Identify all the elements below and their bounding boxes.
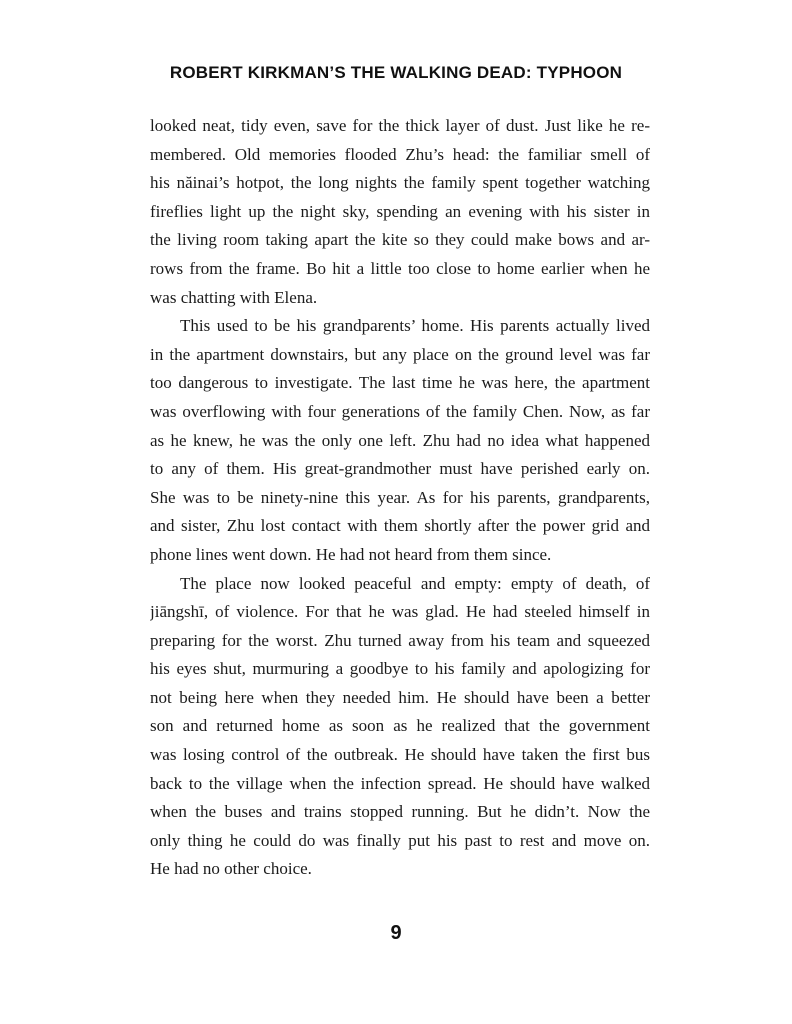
- text-line: not being here when they needed him. He should have been a better: [150, 687, 650, 707]
- text-line: his năinai’s hotpot, the long nights the family spent together watching: [150, 173, 650, 193]
- text-line: was chatting with Elena.: [150, 287, 318, 307]
- text-line: She was to be ninety-nine this year. As for his parents, grandparents,: [150, 487, 650, 507]
- text-line: This used to be his grandparents’ home. His parents actually lived: [180, 316, 650, 336]
- body-text: [150, 112, 650, 884]
- text-line: in the apartment downstairs, but any place on the ground level was far: [150, 344, 650, 364]
- text-line: He had no other choice.: [150, 859, 312, 879]
- text-line: jiāngshī, of violence. For that he was glad. He had steeled himself in: [150, 602, 650, 622]
- text-line: back to the village when the infection spread. He should have walked: [150, 773, 650, 793]
- text-line: was losing control of the outbreak. He should have taken the first bus: [150, 745, 650, 765]
- paragraph: [150, 312, 650, 569]
- text-line: as he knew, he was the only one left. Zhu had no idea what happened: [150, 430, 650, 450]
- text-line: rows from the frame. Bo hit a little too close to home earlier when he: [150, 258, 650, 278]
- text-line: his eyes shut, murmuring a goodbye to his family and apologizing for: [150, 659, 650, 679]
- text-line: preparing for the worst. Zhu turned away from his team and squeezed: [150, 630, 650, 650]
- paragraph: [150, 570, 650, 885]
- text-line: The place now looked peaceful and empty: empty of death, of: [180, 573, 650, 593]
- text-line: and sister, Zhu lost contact with them shortly after the power grid and: [150, 516, 650, 536]
- text-line: son and returned home as soon as he realized that the government: [150, 716, 650, 736]
- text-line: looked neat, tidy even, save for the thick layer of dust. Just like he re-: [150, 116, 650, 135]
- running-header: ROBERT KIRKMAN’S THE WALKING DEAD: TYPHOON: [169, 63, 623, 82]
- text-line: fireflies light up the night sky, spending an evening with his sister in: [150, 201, 650, 221]
- text-line: only thing he could do was finally put his past to rest and move on.: [150, 830, 650, 850]
- text-line: too dangerous to investigate. The last time he was here, the apartment: [150, 373, 650, 393]
- paragraph: [150, 112, 650, 312]
- page-number: 9: [390, 922, 402, 944]
- text-line: membered. Old memories flooded Zhu’s head: the familiar smell of: [150, 144, 650, 164]
- text-line: the living room taking apart the kite so they could make bows and ar-: [150, 230, 650, 250]
- text-line: phone lines went down. He had not heard from them since.: [150, 544, 552, 564]
- text-line: to any of them. His great-grandmother must have perished early on.: [150, 459, 650, 479]
- text-line: when the buses and trains stopped running. But he didn’t. Now the: [150, 802, 650, 822]
- text-line: was overflowing with four generations of the family Chen. Now, as far: [150, 401, 650, 421]
